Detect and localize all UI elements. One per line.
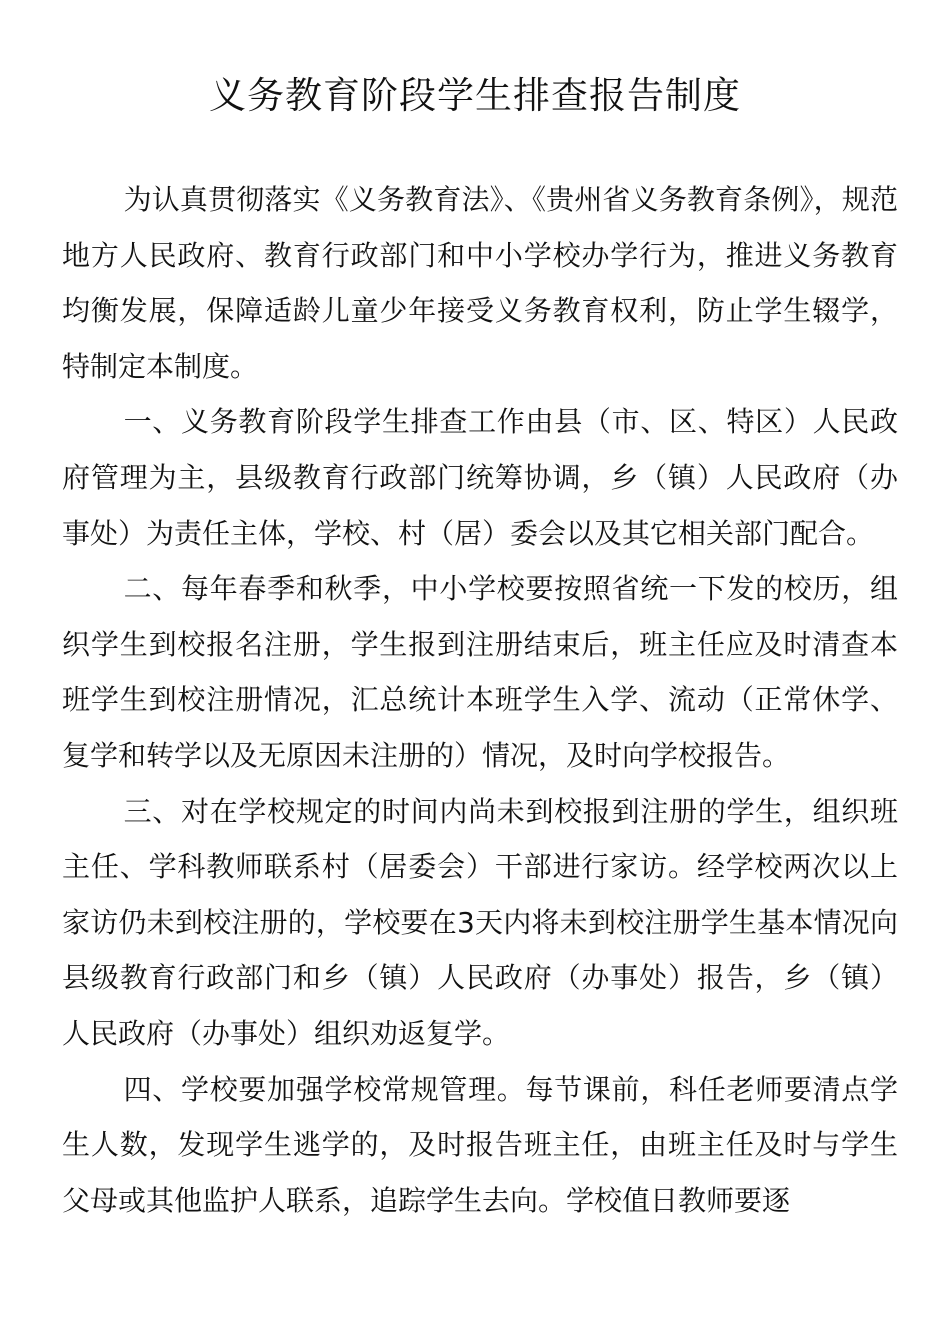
paragraph-section-4: 四、学校要加强学校常规管理。每节课前，科任老师要清点学生人数，发现学生逃学的，及时报告班主任，由班主任及时与学生父母或其他监护人联系，追踪学生去向。学校值日教师要逐 xyxy=(62,1072,898,1217)
document-body xyxy=(62,172,898,1228)
document-title: 义务教育阶段学生排查报告制度 xyxy=(209,74,741,117)
paragraph-section-1: 一、义务教育阶段学生排查工作由县（市、区、特区）人民政府管理为主，县级教育行政部门统筹协调，乡（镇）人民政府（办事处）为责任主体，学校、村（居）委会以及其它相关部门配合。 xyxy=(62,405,898,550)
paragraph-section-3: 三、对在学校规定的时间内尚未到校报到注册的学生，组织班主任、学科教师联系村（居委会）干部进行家访。经学校两次以上家访仍未到校注册的，学校要在3天内将未到校注册学生基本情况向县级教育行政部门和乡（镇）人民政府（办事处）报告，乡（镇）人民政府（办事处）组织劝返复学。 xyxy=(62,794,898,1050)
paragraph-intro: 为认真贯彻落实《义务教育法》、《贵州省义务教育条例》，规范地方人民政府、教育行政部门和中小学校办学行为，推进义务教育均衡发展，保障适龄儿童少年接受义务教育权利，防止学生辍学，特制定本制度。 xyxy=(62,183,898,383)
paragraph-section-2: 二、每年春季和秋季，中小学校要按照省统一下发的校历，组织学生到校报名注册，学生报到注册结束后，班主任应及时清查本班学生到校注册情况，汇总统计本班学生入学、流动（正常休学、复学和转学以及无原因未注册的）情况，及时向学校报告。 xyxy=(62,572,898,772)
